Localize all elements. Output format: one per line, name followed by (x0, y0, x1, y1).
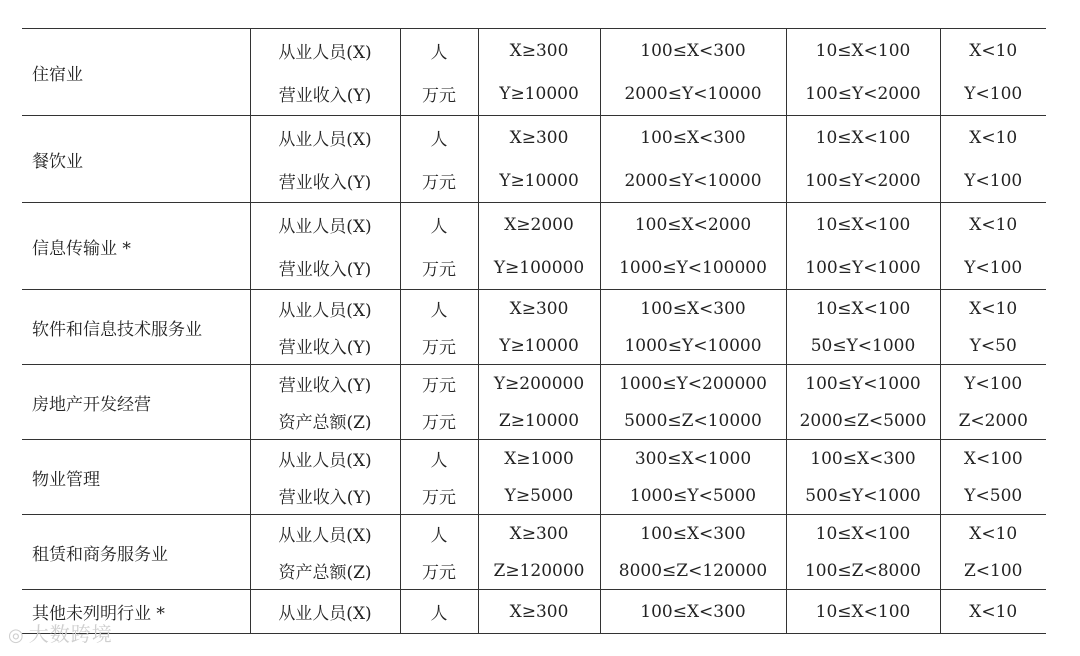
unit-cell: 万元 (400, 159, 478, 203)
unit-cell: 人 (400, 29, 478, 73)
micro-threshold-cell: Y<100 (940, 72, 1046, 116)
micro-threshold-cell: Z<100 (940, 552, 1046, 590)
medium-threshold-cell: 5000≤Z<10000 (600, 402, 786, 440)
micro-threshold-cell: Y<50 (940, 327, 1046, 365)
micro-threshold-cell: Y<100 (940, 365, 1046, 403)
medium-threshold-cell: 2000≤Y<10000 (600, 72, 786, 116)
metric-cell: 从业人员(X) (250, 440, 400, 478)
metric-cell: 营业收入(Y) (250, 365, 400, 403)
unit-cell: 万元 (400, 72, 478, 116)
large-threshold-cell: X≥300 (478, 29, 600, 73)
medium-threshold-cell: 2000≤Y<10000 (600, 159, 786, 203)
medium-threshold-cell: 100≤X<300 (600, 116, 786, 160)
medium-threshold-cell: 1000≤Y<100000 (600, 246, 786, 290)
metric-cell: 营业收入(Y) (250, 246, 400, 290)
micro-threshold-cell: X<10 (940, 290, 1046, 328)
table-row (22, 590, 1046, 634)
unit-cell: 万元 (400, 402, 478, 440)
medium-threshold-cell: 100≤X<300 (600, 590, 786, 634)
industry-name: 软件和信息技术服务业 (22, 290, 250, 365)
unit-cell: 人 (400, 290, 478, 328)
medium-threshold-cell: 1000≤Y<5000 (600, 477, 786, 515)
large-threshold-cell: Y≥5000 (478, 477, 600, 515)
small-threshold-cell: 10≤X<100 (786, 29, 940, 73)
unit-cell: 万元 (400, 477, 478, 515)
unit-cell: 万元 (400, 327, 478, 365)
small-threshold-cell: 10≤X<100 (786, 590, 940, 634)
unit-cell: 万元 (400, 246, 478, 290)
large-threshold-cell: X≥300 (478, 116, 600, 160)
metric-cell: 从业人员(X) (250, 590, 400, 634)
large-threshold-cell: Y≥10000 (478, 327, 600, 365)
large-threshold-cell: Z≥120000 (478, 552, 600, 590)
metric-cell: 从业人员(X) (250, 290, 400, 328)
small-threshold-cell: 100≤Y<1000 (786, 246, 940, 290)
table-row (22, 203, 1046, 247)
metric-cell: 资产总额(Z) (250, 402, 400, 440)
metric-cell: 从业人员(X) (250, 515, 400, 553)
micro-threshold-cell: X<10 (940, 116, 1046, 160)
metric-cell: 从业人员(X) (250, 203, 400, 247)
metric-cell: 营业收入(Y) (250, 477, 400, 515)
large-threshold-cell: X≥300 (478, 590, 600, 634)
industry-name: 物业管理 (22, 440, 250, 515)
unit-cell: 人 (400, 515, 478, 553)
table-row (22, 365, 1046, 403)
medium-threshold-cell: 100≤X<300 (600, 515, 786, 553)
large-threshold-cell: Y≥200000 (478, 365, 600, 403)
small-threshold-cell: 100≤Y<1000 (786, 365, 940, 403)
small-threshold-cell: 100≤Y<2000 (786, 72, 940, 116)
unit-cell: 人 (400, 203, 478, 247)
small-threshold-cell: 10≤X<100 (786, 116, 940, 160)
small-threshold-cell: 2000≤Z<5000 (786, 402, 940, 440)
metric-cell: 营业收入(Y) (250, 159, 400, 203)
enterprise-size-table (22, 28, 1046, 634)
unit-cell: 人 (400, 590, 478, 634)
watermark-text: 大数跨境 (28, 622, 113, 646)
micro-threshold-cell: Y<100 (940, 159, 1046, 203)
micro-threshold-cell: X<10 (940, 203, 1046, 247)
unit-cell: 万元 (400, 552, 478, 590)
metric-cell: 资产总额(Z) (250, 552, 400, 590)
table-row (22, 29, 1046, 73)
small-threshold-cell: 100≤Z<8000 (786, 552, 940, 590)
medium-threshold-cell: 8000≤Z<120000 (600, 552, 786, 590)
large-threshold-cell: X≥2000 (478, 203, 600, 247)
table-row (22, 290, 1046, 328)
large-threshold-cell: Y≥10000 (478, 159, 600, 203)
micro-threshold-cell: X<10 (940, 515, 1046, 553)
micro-threshold-cell: X<10 (940, 29, 1046, 73)
metric-cell: 营业收入(Y) (250, 327, 400, 365)
metric-cell: 从业人员(X) (250, 116, 400, 160)
large-threshold-cell: Y≥100000 (478, 246, 600, 290)
industry-name: 租赁和商务服务业 (22, 515, 250, 590)
large-threshold-cell: X≥300 (478, 515, 600, 553)
table-row (22, 440, 1046, 478)
micro-threshold-cell: Z<2000 (940, 402, 1046, 440)
industry-name: 餐饮业 (22, 116, 250, 203)
large-threshold-cell: X≥300 (478, 290, 600, 328)
small-threshold-cell: 100≤Y<2000 (786, 159, 940, 203)
table-row (22, 515, 1046, 553)
industry-name: 其他未列明行业 * (22, 590, 250, 634)
micro-threshold-cell: X<10 (940, 590, 1046, 634)
metric-cell: 从业人员(X) (250, 29, 400, 73)
industry-name: 信息传输业 * (22, 203, 250, 290)
large-threshold-cell: X≥1000 (478, 440, 600, 478)
large-threshold-cell: Y≥10000 (478, 72, 600, 116)
medium-threshold-cell: 1000≤Y<10000 (600, 327, 786, 365)
unit-cell: 人 (400, 116, 478, 160)
small-threshold-cell: 10≤X<100 (786, 515, 940, 553)
industry-name: 房地产开发经营 (22, 365, 250, 440)
micro-threshold-cell: Y<100 (940, 246, 1046, 290)
small-threshold-cell: 100≤X<300 (786, 440, 940, 478)
small-threshold-cell: 500≤Y<1000 (786, 477, 940, 515)
unit-cell: 万元 (400, 365, 478, 403)
small-threshold-cell: 10≤X<100 (786, 290, 940, 328)
medium-threshold-cell: 300≤X<1000 (600, 440, 786, 478)
metric-cell: 营业收入(Y) (250, 72, 400, 116)
medium-threshold-cell: 100≤X<2000 (600, 203, 786, 247)
small-threshold-cell: 50≤Y<1000 (786, 327, 940, 365)
medium-threshold-cell: 1000≤Y<200000 (600, 365, 786, 403)
table-row (22, 116, 1046, 160)
medium-threshold-cell: 100≤X<300 (600, 290, 786, 328)
weibo-icon: ◎ (8, 625, 25, 646)
small-threshold-cell: 10≤X<100 (786, 203, 940, 247)
medium-threshold-cell: 100≤X<300 (600, 29, 786, 73)
unit-cell: 人 (400, 440, 478, 478)
micro-threshold-cell: X<100 (940, 440, 1046, 478)
micro-threshold-cell: Y<500 (940, 477, 1046, 515)
watermark (8, 618, 113, 647)
large-threshold-cell: Z≥10000 (478, 402, 600, 440)
industry-name: 住宿业 (22, 29, 250, 116)
